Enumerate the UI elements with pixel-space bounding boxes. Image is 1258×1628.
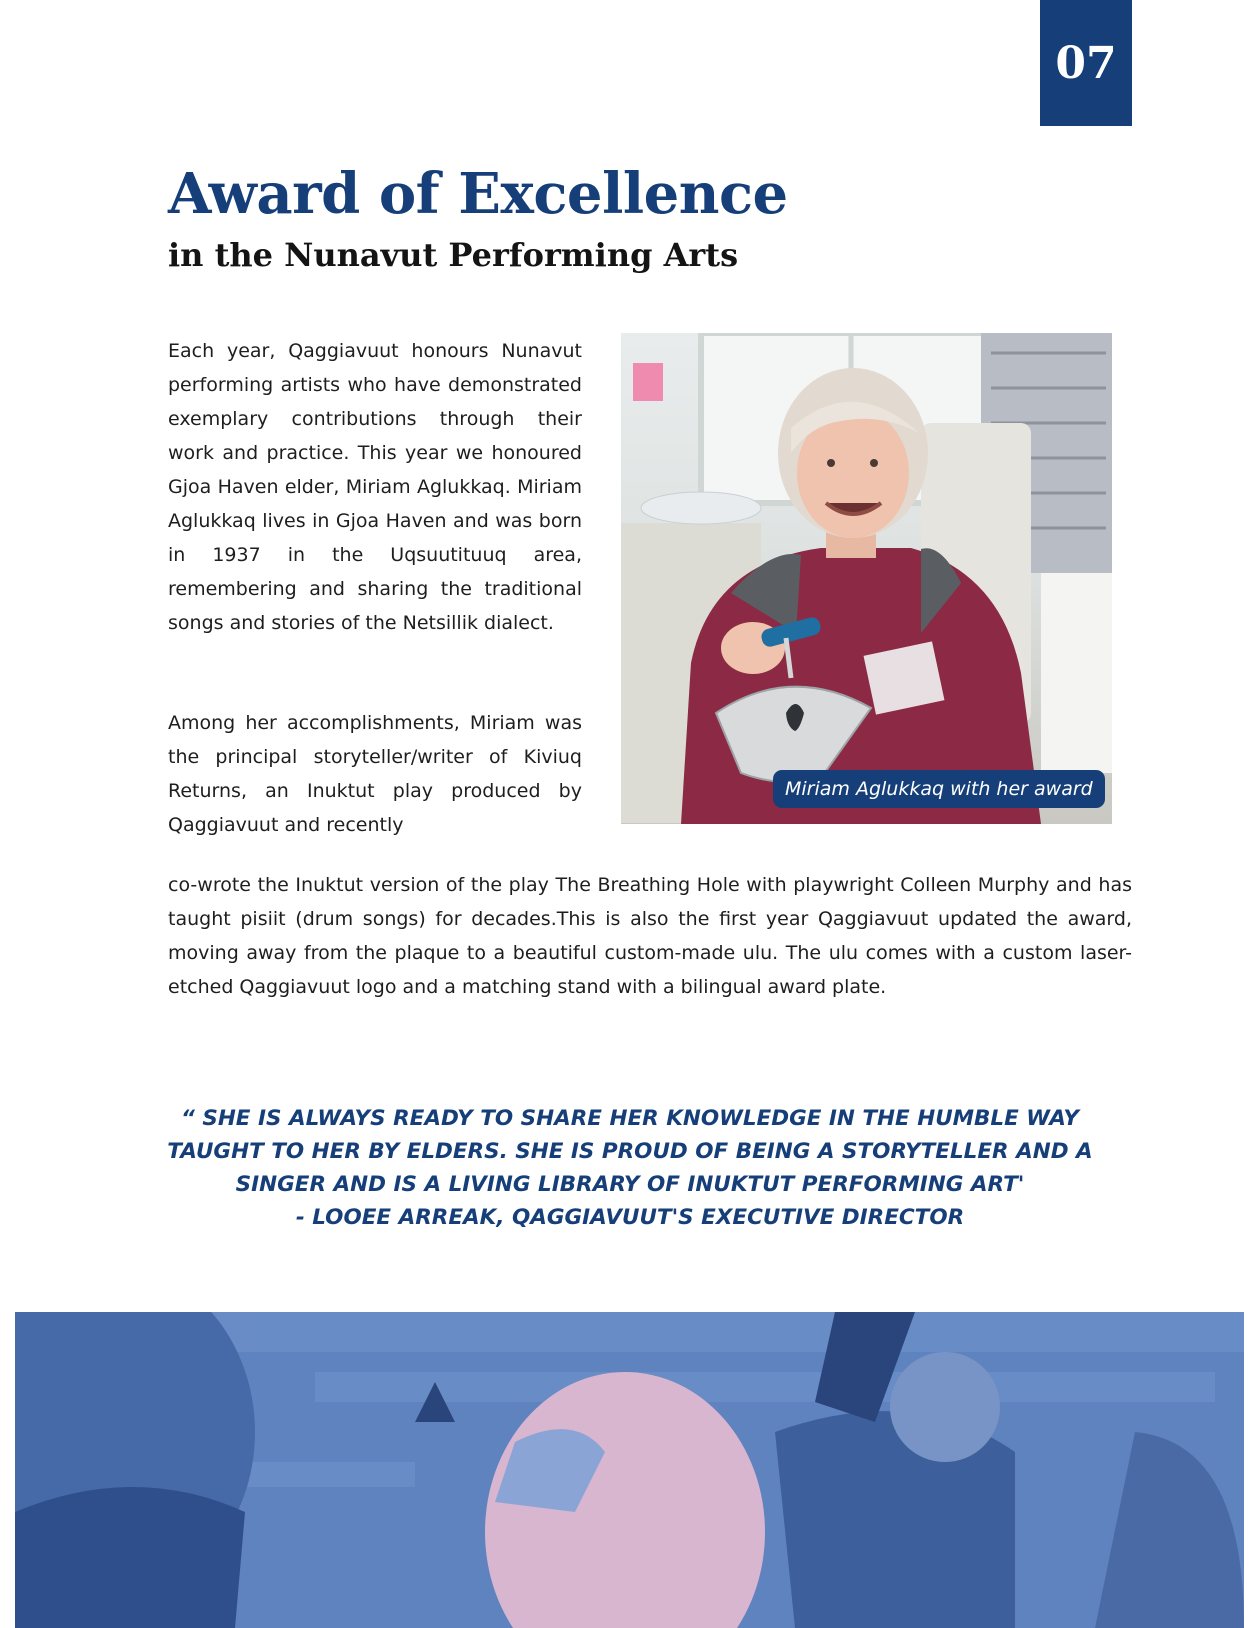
page-number-badge — [1040, 0, 1132, 126]
left-eye — [827, 459, 835, 467]
person-right-head — [890, 1352, 1000, 1462]
pink-note — [633, 363, 663, 401]
right-eye — [870, 459, 878, 467]
page-title: Award of Excellence — [168, 161, 788, 227]
page-number: 07 — [1055, 37, 1117, 89]
quote-line: TAUGHT TO HER BY ELDERS. SHE IS PROUD OF BEING A STORYTELLER AND A — [167, 1139, 1093, 1164]
quote-line: SINGER AND IS A LIVING LIBRARY OF INUKTUT PERFORMING ART' — [235, 1172, 1025, 1197]
person-left-mask — [15, 1487, 245, 1628]
drum-circle-photo — [15, 1312, 1244, 1628]
quote-attribution: - LOOEE ARREAK, QAGGIAVUUT'S EXECUTIVE DIRECTOR — [295, 1205, 965, 1230]
award-details-paragraph: co-wrote the Inuktut version of the play The Breathing Hole with playwright Colleen Murphy and has taught pisiit (drum songs) for decades.This is also the first year Qaggiavuut updated the award, moving away from the plaque to a beautiful custom-made ulu. The ulu comes with a custom laser-etched Qaggiavuut logo and a matching stand with a bilingual award plate. — [168, 874, 1132, 998]
drum-circle-illustration — [15, 1312, 1244, 1628]
intro-paragraph: Each year, Qaggiavuut honours Nunavut performing artists who have demonstrated exemplary contributions through their work and practice. This year we honoured Gjoa Haven elder, Miriam Aglukkaq. Miriam Aglukkaq lives in Gjoa Haven and was born in 1937 in the Uqsuutituuq area, remembering and sharing the traditional songs and stories of the Netsillik dialect. — [168, 340, 582, 634]
photo-caption: Miriam Aglukkaq with her award — [773, 770, 1105, 808]
lattice-panel — [1041, 573, 1112, 773]
page-subtitle: in the Nunavut Performing Arts — [168, 236, 739, 274]
accomplishments-paragraph: Among her accomplishments, Miriam was the principal storyteller/writer of Kiviuq Returns, an Inuktut play produced by Qaggiavuut and recently — [168, 712, 582, 836]
award-photo-illustration — [621, 333, 1112, 824]
testimonial-quote — [150, 1102, 1110, 1234]
award-photo — [621, 333, 1112, 824]
quote-line: “ SHE IS ALWAYS READY TO SHARE HER KNOWLEDGE IN THE HUMBLE WAY — [181, 1106, 1079, 1131]
glass-bowl — [641, 492, 761, 524]
